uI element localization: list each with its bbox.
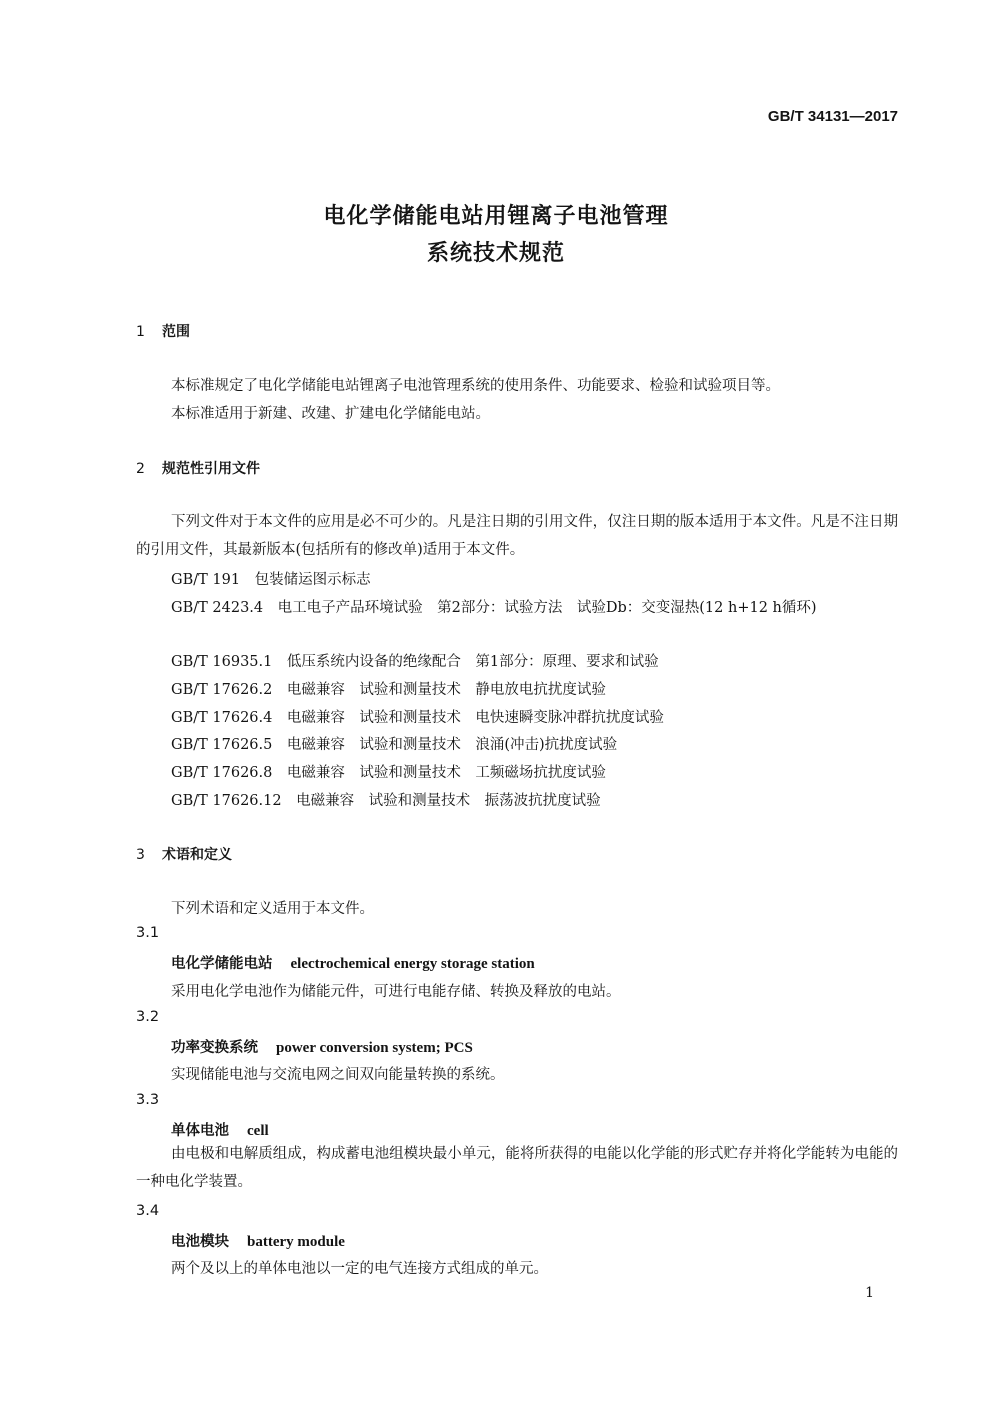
section-2-heading — [136, 458, 260, 478]
reference-item: GB/T 17626.2 电磁兼容 试验和测量技术 静电放电抗扰度试验 — [171, 682, 606, 698]
term-number: 3.4 — [136, 1203, 160, 1219]
term-definition: 实现储能电池与交流电网之间双向能量转换的系统。 — [171, 1067, 505, 1083]
term-number: 3.2 — [136, 1009, 160, 1025]
term-heading — [171, 952, 535, 973]
term-zh: 单体电池 — [171, 1123, 229, 1139]
term-en: power conversion system; PCS — [276, 1040, 473, 1056]
section-title: 术语和定义 — [162, 847, 232, 863]
reference-item: GB/T 16935.1 低压系统内设备的绝缘配合 第1部分：原理、要求和试验 — [171, 654, 659, 670]
document-title-line2: 系统技术规范 — [426, 241, 565, 266]
reference-item: GB/T 17626.5 电磁兼容 试验和测量技术 浪涌(冲击)抗扰度试验 — [171, 737, 618, 753]
page-number: 1 — [865, 1285, 874, 1301]
term-definition: 两个及以上的单体电池以一定的电气连接方式组成的单元。 — [171, 1261, 548, 1277]
document-title-line1: 电化学储能电站用锂离子电池管理 — [323, 204, 669, 229]
term-en: electrochemical energy storage station — [290, 956, 535, 972]
term-zh: 功率变换系统 — [171, 1040, 258, 1056]
term-en: cell — [247, 1123, 269, 1139]
section-title: 规范性引用文件 — [162, 461, 260, 477]
reference-item: GB/T 17626.4 电磁兼容 试验和测量技术 电快速瞬变脉冲群抗扰度试验 — [171, 710, 664, 726]
reference-item: GB/T 17626.8 电磁兼容 试验和测量技术 工频磁场抗扰度试验 — [171, 765, 606, 781]
normative-intro: 下列文件对于本文件的应用是必不可少的。凡是注日期的引用文件，仅注日期的版本适用于本文件。凡是不注日期的引用文件，其最新版本(包括所有的修改单)适用于本文件。 — [136, 514, 898, 558]
term-definition: 采用电化学电池作为储能元件，可进行电能存储、转换及释放的电站。 — [171, 984, 621, 1000]
section-1-heading — [136, 321, 190, 341]
term-heading — [171, 1036, 473, 1057]
section-3-heading — [136, 844, 232, 864]
section-number: 2 — [136, 461, 145, 477]
term-definition: 由电极和电解质组成，构成蓄电池组模块最小单元，能将所获得的电能以化学能的形式贮存并将化学能转为电能的一种电化学装置。 — [136, 1146, 898, 1190]
scope-paragraph-1: 本标准规定了电化学储能电站锂离子电池管理系统的使用条件、功能要求、检验和试验项目等。 — [171, 378, 780, 394]
terms-intro: 下列术语和定义适用于本文件。 — [171, 901, 374, 917]
reference-item: GB/T 191 包装储运图示标志 — [171, 572, 371, 588]
scope-paragraph-2: 本标准适用于新建、改建、扩建电化学储能电站。 — [171, 406, 490, 422]
term-number: 3.3 — [136, 1092, 160, 1108]
term-number: 3.1 — [136, 925, 160, 941]
term-zh: 电池模块 — [171, 1234, 229, 1250]
term-en: battery module — [247, 1234, 345, 1250]
section-number: 3 — [136, 847, 145, 863]
reference-item: GB/T 2423.4 电工电子产品环境试验 第2部分：试验方法 试验Db：交变湿热(12 h+12 h循环) — [171, 600, 817, 616]
term-zh: 电化学储能电站 — [171, 956, 273, 972]
term-heading — [171, 1230, 345, 1251]
standard-number: GB/T 34131—2017 — [767, 108, 898, 125]
section-number: 1 — [136, 324, 145, 340]
section-title: 范围 — [162, 324, 190, 340]
term-heading — [171, 1119, 269, 1140]
reference-item: GB/T 17626.12 电磁兼容 试验和测量技术 振荡波抗扰度试验 — [171, 793, 601, 809]
